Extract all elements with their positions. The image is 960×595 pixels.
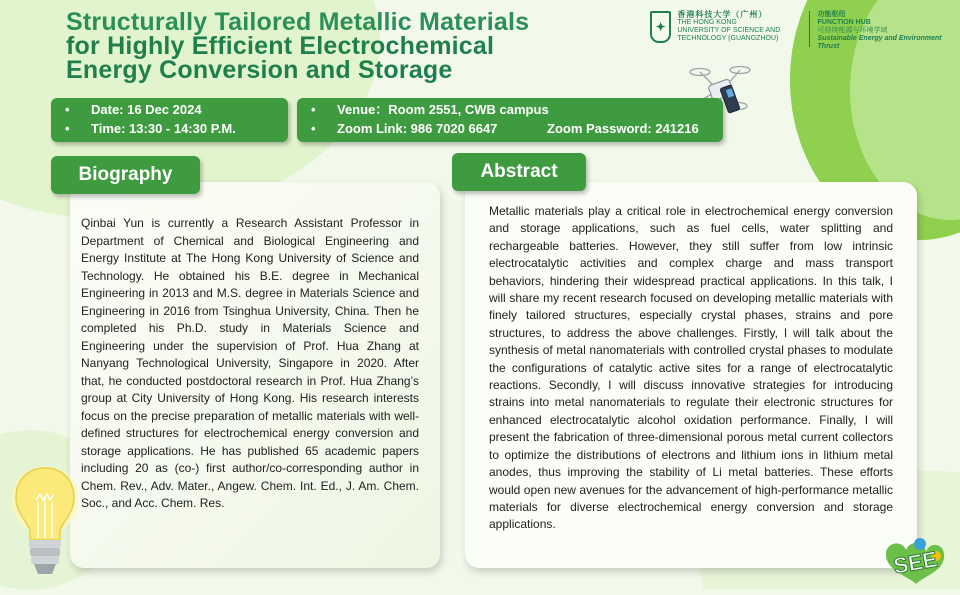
see-badge	[880, 526, 952, 590]
university-logo	[650, 11, 960, 51]
see-badge-graphic	[880, 526, 952, 590]
title-line: Structurally Tailored Metallic Materials	[66, 8, 530, 36]
lightbulb-icon	[12, 462, 78, 580]
university-name-zh: 香港科技大学（广州）	[677, 10, 768, 19]
function-hub-name	[818, 11, 960, 51]
abstract-card	[465, 182, 917, 568]
see-badge-text: SEE	[891, 546, 940, 579]
event-date: • Date: 16 Dec 2024	[51, 100, 288, 119]
venue-zoom-box	[297, 98, 723, 142]
zoom-details	[297, 119, 723, 138]
logo-divider	[809, 11, 810, 47]
title-line: for Highly Efficient Electrochemical	[66, 32, 495, 60]
university-name-en: TECHNOLOGY (GUANGZHOU)	[677, 35, 779, 42]
biography-heading: Biography	[51, 156, 200, 194]
biography-text: Qinbai Yun is currently a Research Assistant Professor in Department of Chemical and Biological Engineering and Energy Institute at The Hong Kong University of Science and Technology. He obtained his B.E. degree in Mechanical Engineering in 2013 and M.S. degree in Materials Science and Engineering in 2016 from Tsinghua University, China. Then he completed his Ph.D. study in Materials Science and Engineering under the supervision of Prof. Hua Zhang at Nanyang Technological University, Singapore in 2020. After that, he conducted postdoctoral research in Prof. Hua Zhang’s group at City University of Hong Kong. His research interests focus on the precise preparation of metallic materials with well-defined structures for electrochemical energy conversion and storage applications. He has published 65 academic papers including 20 as (co-) first author/co-corresponding author in Chem. Rev., Adv. Mater., Angew. Chem. Int. Ed., J. Am. Chem. Soc., and Acc. Chem. Res.	[81, 216, 419, 510]
zoom-password: Zoom Password: 241216	[547, 121, 699, 136]
hub-name-en: FUNCTION HUB	[817, 19, 871, 26]
abstract-heading: Abstract	[452, 153, 586, 191]
event-venue: • Venue：Room 2551, CWB campus	[297, 100, 723, 119]
university-name-en: THE HONG KONG	[677, 19, 737, 26]
event-title	[66, 10, 529, 82]
university-name	[677, 11, 804, 43]
thrust-name-en: Sustainable Energy and Environment Thrust	[817, 35, 942, 50]
biography-card	[70, 182, 440, 568]
crest-icon: ✦	[650, 11, 671, 43]
title-line: Energy Conversion and Storage	[66, 56, 453, 84]
event-time: • Time: 13:30 - 14:30 P.M.	[51, 119, 288, 138]
date-time-box	[51, 98, 288, 142]
university-name-en: UNIVERSITY OF SCIENCE AND	[677, 27, 781, 34]
hub-name-zh: 功能枢纽	[817, 11, 846, 18]
abstract-text: Metallic materials play a critical role in electrochemical energy conversion and storage applications, such as fuel cells, water splitting and rechargeable batteries. However, they still suffer from low intrinsic electrocatalytic activities and complex charge and mass transport behaviors, hindering their widespread practical applications. In this talk, I will share my recent research focused on developing metallic materials with finely tailored structures, especially crystal phases, strains and pore structures, to address the above challenges. Firstly, I will talk about the synthesis of metal nanomaterials with controlled crystal phases to modulate the configurations of catalytic active sites for a range of electrocatalytic reactions. Secondly, I will discuss innovative strategies for introducing strains into metal nanomaterials to regulate their electronic structures for enhanced electrocatalytic alcohol oxidation performance. Finally, I will present the fabrication of three-dimensional porous metal current collectors to optimize the distributions of electrons and lithium ions in lithium metal anodes, thus improving the stability of Li metal batteries. These efforts would open new avenues for the advancement of high-performance metallic materials for diverse electrochemical energy conversion and storage applications.	[489, 204, 893, 532]
thrust-name-zh: 可持续能源与环境学域	[817, 27, 888, 34]
zoom-link[interactable]: Zoom Link: 986 7020 6647	[337, 121, 498, 136]
